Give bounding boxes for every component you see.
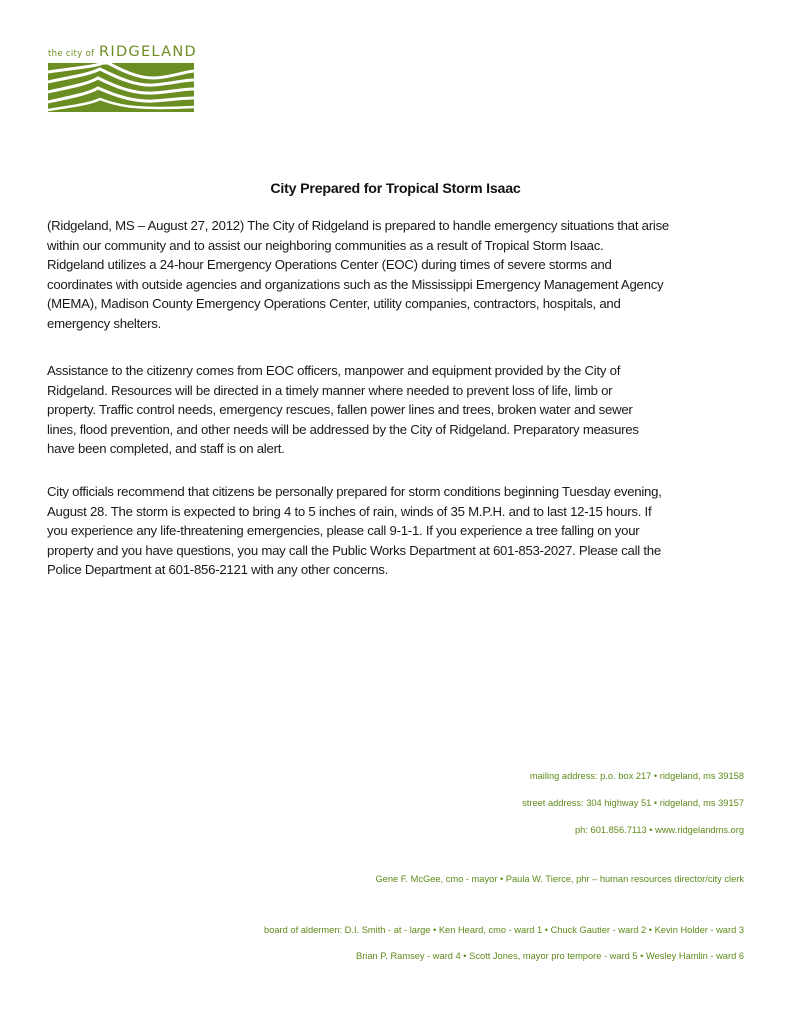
- footer-aldermen-2: Brian P. Ramsey - ward 4 • Scott Jones, mayor pro tempore - ward 5 • Wesley Hamlin - ward 6: [356, 951, 744, 961]
- text-line: you experience any life-threatening emergencies, please call 9-1-1. If you experience a tree falling on your: [47, 523, 640, 539]
- logo-name: RIDGELAND: [99, 44, 197, 60]
- text-line: Assistance to the citizenry comes from EOC officers, manpower and equipment provided by the City of: [47, 363, 621, 378]
- text-line: within our community and to assist our neighboring communities as a result of Tropical Storm Isaac.: [47, 237, 604, 253]
- text-line: emergency shelters.: [47, 315, 161, 331]
- footer-officials: Gene F. McGee, cmo - mayor • Paula W. Tierce, phr – human resources director/city clerk: [375, 874, 744, 884]
- text-line: lines, flood prevention, and other needs will be addressed by the City of Ridgeland. Preparatory measures: [47, 421, 639, 437]
- text-line: Ridgeland. Resources will be directed in a timely manner where needed to prevent loss of life, limb or: [47, 382, 613, 398]
- paragraph-1: [47, 216, 757, 334]
- text-line: coordinates with outside agencies and organizations such as the Mississippi Emergency Management Agency: [47, 276, 664, 292]
- text-line: City officials recommend that citizens be personally prepared for storm conditions beginning Tuesday evening,: [47, 484, 662, 499]
- footer-aldermen-1: board of aldermen: D.I. Smith - at - large • Ken Heard, cmo - ward 1 • Chuck Gautier - ward 2 • Kevin Holder - ward 3: [264, 925, 744, 935]
- footer-contact: ph: 601.856.7113 • www.ridgelandms.org: [575, 825, 744, 835]
- page-title: City Prepared for Tropical Storm Isaac: [270, 181, 521, 197]
- logo-waves-icon: [48, 63, 194, 112]
- paragraph-2: [47, 361, 757, 459]
- text-line: have been completed, and staff is on alert.: [47, 441, 285, 457]
- text-line: August 28. The storm is expected to bring 4 to 5 inches of rain, winds of 35 M.P.H. and to last 12-15 hours. If: [47, 503, 652, 519]
- logo-wordmark: [48, 44, 197, 60]
- text-line: property. Traffic control needs, emergency rescues, fallen power lines and trees, broken water and sewer: [47, 402, 633, 418]
- logo-prefix: the city of: [48, 49, 95, 59]
- text-line: Ridgeland utilizes a 24-hour Emergency Operations Center (EOC) during times of severe storms and: [47, 257, 612, 273]
- text-line: (MEMA), Madison County Emergency Operations Center, utility companies, contractors, hospitals, and: [47, 296, 621, 312]
- footer-street-address: street address: 304 highway 51 • ridgeland, ms 39157: [522, 798, 744, 808]
- text-line: Police Department at 601-856-2121 with any other concerns.: [47, 562, 389, 578]
- footer-mailing-address: mailing address: p.o. box 217 • ridgeland, ms 39158: [529, 771, 744, 781]
- paragraph-3: [47, 482, 757, 580]
- text-line: (Ridgeland, MS – August 27, 2012) The City of Ridgeland is prepared to handle emergency situations that arise: [47, 218, 670, 233]
- text-line: property and you have questions, you may call the Public Works Department at 601-853-2027. Please call the: [47, 542, 661, 558]
